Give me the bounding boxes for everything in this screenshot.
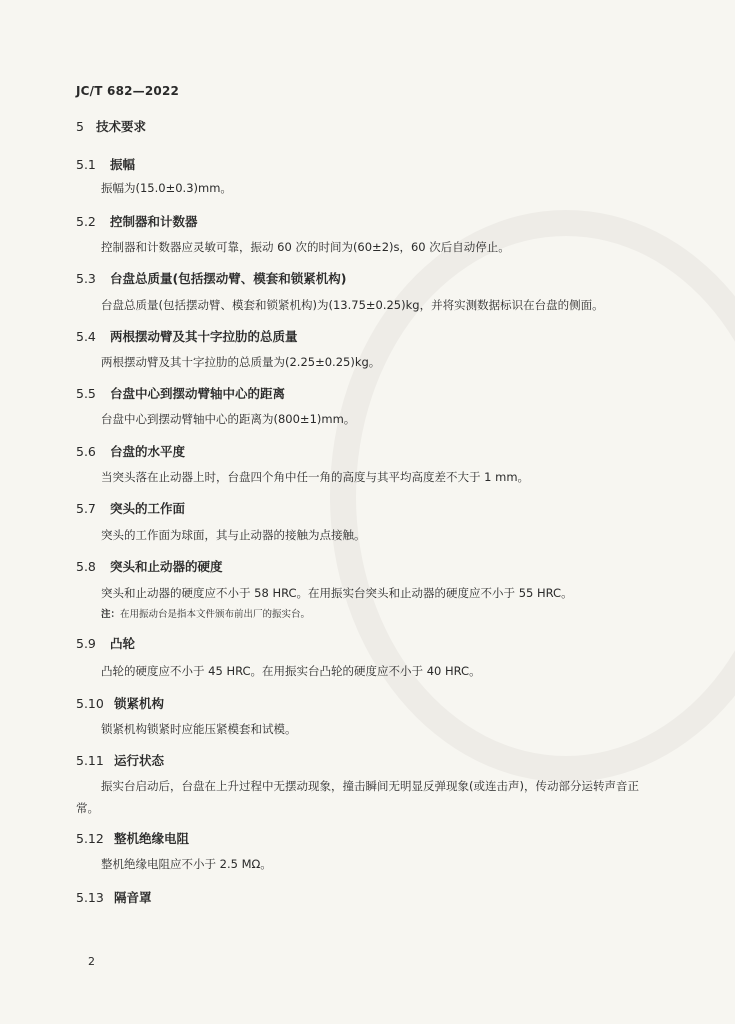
section-heading [76,499,185,517]
section-number: 5.5 [76,386,96,401]
note-text: 在用振动台是指本文件颁布前出厂的振实台。 [120,609,311,620]
section-title: 台盘总质量(包括摆动臂、模套和锁紧机构) [109,271,347,286]
section-title: 锁紧机构 [114,696,165,711]
section-title: 台盘的水平度 [109,444,185,459]
section-number: 5.1 [76,157,96,172]
section-title: 振幅 [109,157,135,172]
section-heading [76,751,164,769]
section-number: 5.9 [76,636,96,651]
page-number: 2 [88,955,95,968]
section-text: 凸轮的硬度应不小于 45 HRC。在用振实台凸轮的硬度应不小于 40 HRC。 [101,664,481,678]
section-text: 控制器和计数器应灵敏可靠，振动 60 次的时间为(60±2)s，60 次后自动停止。 [101,240,510,254]
section-number: 5.3 [76,271,96,286]
section-number: 5.4 [76,329,96,344]
section-heading [76,442,185,460]
section-number: 5.8 [76,559,96,574]
section-number: 5.2 [76,214,96,229]
section-heading [76,888,152,906]
section-heading [76,212,198,230]
section-text: 当突头落在止动器上时，台盘四个角中任一角的高度与其平均高度差不大于 1 mm。 [101,470,530,484]
section-text: 振幅为(15.0±0.3)mm。 [101,181,232,195]
chapter-heading [76,117,146,135]
chapter-number: 5 [76,119,84,134]
section-text: 台盘中心到摆动臂轴中心的距离为(800±1)mm。 [101,412,356,426]
note-label: 注： [101,609,121,620]
section-title: 隔音罩 [114,890,152,905]
section-heading [76,384,285,402]
section-heading [76,829,189,847]
section-number: 5.7 [76,501,96,516]
section-text: 振实台启动后，台盘在上升过程中无摆动现象，撞击瞬间无明显反弹现象(或连击声)，传动部分运转声音正常。 [76,779,639,815]
section-heading [76,269,346,287]
section-title: 控制器和计数器 [109,214,198,229]
section-text: 整机绝缘电阻应不小于 2.5 MΩ。 [101,857,272,871]
section-title: 两根摆动臂及其十字拉肋的总质量 [109,329,298,344]
section-number: 5.10 [76,696,104,711]
section-number: 5.11 [76,753,104,768]
section-note [101,606,310,620]
section-title: 突头和止动器的硬度 [109,559,223,574]
standard-code: JC/T 682—2022 [76,84,180,98]
section-text: 两根摆动臂及其十字拉肋的总质量为(2.25±0.25)kg。 [101,355,381,369]
section-title: 凸轮 [109,636,135,651]
section-text: 台盘总质量(包括摆动臂、模套和锁紧机构)为(13.75±0.25)kg，并将实测数据标识在台盘的侧面。 [101,298,604,312]
section-heading [76,634,135,652]
section-title: 台盘中心到摆动臂轴中心的距离 [109,386,285,401]
section-title: 整机绝缘电阻 [114,831,190,846]
section-number: 5.12 [76,831,104,846]
section-text: 突头的工作面为球面，其与止动器的接触为点接触。 [101,528,366,542]
section-title: 突头的工作面 [109,501,185,516]
section-heading [76,557,223,575]
section-number: 5.13 [76,890,104,905]
section-heading [76,694,164,712]
section-heading [76,155,135,173]
section-heading [76,327,298,345]
chapter-title: 技术要求 [95,119,146,134]
section-title: 运行状态 [114,753,165,768]
section-number: 5.6 [76,444,96,459]
section-text: 锁紧机构锁紧时应能压紧模套和试模。 [101,722,297,736]
section-text: 突头和止动器的硬度应不小于 58 HRC。在用振实台突头和止动器的硬度应不小于 55 HRC。 [101,586,573,600]
